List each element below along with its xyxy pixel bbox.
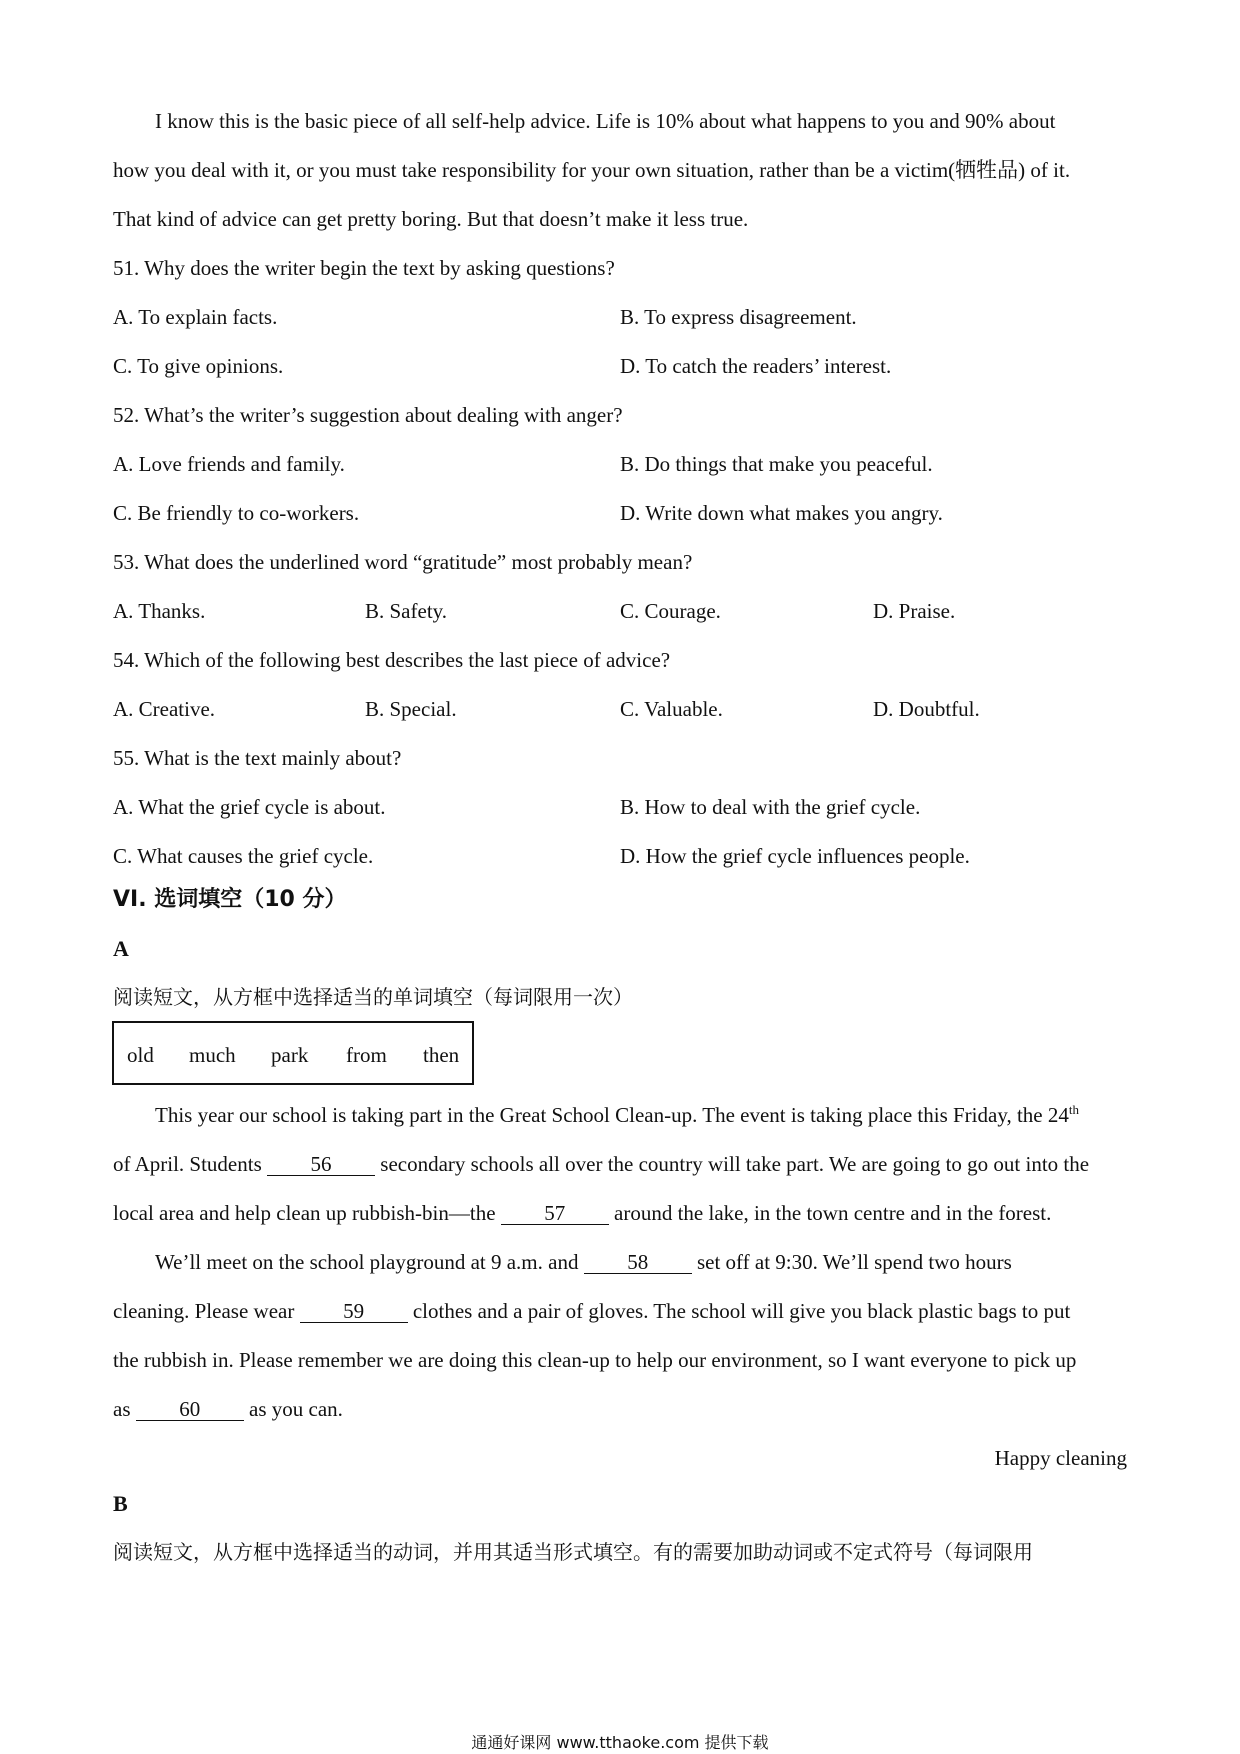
passage-a-line-3: [113, 1200, 1051, 1226]
q55-option-b: B. How to deal with the grief cycle.: [620, 795, 921, 819]
passage-a-line-6: the rubbish in. Please remember we are doing this clean-up to help our environment, so I want everyone to pick up: [113, 1348, 1077, 1372]
passage-a-line-1: [155, 1102, 1079, 1128]
q52-option-a: A. Love friends and family.: [113, 452, 345, 476]
passage-text: We’ll meet on the school playground at 9 a.m. and: [155, 1250, 579, 1274]
blank-56[interactable]: 56: [267, 1153, 375, 1176]
q52-option-c: C. Be friendly to co-workers.: [113, 501, 360, 525]
intro-line-2: how you deal with it, or you must take responsibility for your own situation, rather than be a victim(牺牲品) of it.: [113, 158, 1071, 182]
blank-59[interactable]: 59: [300, 1300, 408, 1323]
passage-text: This year our school is taking part in the Great School Clean-up. The event is taking place this Friday, the 24: [155, 1103, 1069, 1127]
question-51-stem: 51. Why does the writer begin the text by asking questions?: [113, 256, 615, 280]
passage-text: around the lake, in the town centre and in the forest.: [614, 1201, 1052, 1225]
passage-text: cleaning. Please wear: [113, 1299, 295, 1323]
question-54-stem: 54. Which of the following best describes the last piece of advice?: [113, 648, 671, 672]
question-53-stem: 53. What does the underlined word “gratitude” most probably mean?: [113, 550, 693, 574]
q54-option-a: A. Creative.: [113, 697, 216, 721]
q53-option-d: D. Praise.: [873, 599, 956, 623]
blank-60[interactable]: 60: [136, 1398, 244, 1421]
q54-option-b: B. Special.: [365, 697, 457, 721]
passage-text: clothes and a pair of gloves. The school will give you black plastic bags to put: [412, 1299, 1071, 1323]
intro-line-3: That kind of advice can get pretty boring. But that doesn’t make it less true.: [113, 207, 749, 231]
q52-option-d: D. Write down what makes you angry.: [620, 501, 943, 525]
passage-a-line-2: [113, 1151, 1089, 1177]
q51-option-d: D. To catch the readers’ interest.: [620, 354, 892, 378]
passage-text: secondary schools all over the country will take part. We are going to go out into the: [380, 1152, 1090, 1176]
passage-text: local area and help clean up rubbish-bin—the: [113, 1201, 496, 1225]
blank-58[interactable]: 58: [584, 1251, 692, 1274]
passage-a-line-5: [113, 1298, 1070, 1324]
ordinal-suffix: th: [1068, 1102, 1079, 1117]
question-55-stem: 55. What is the text mainly about?: [113, 746, 402, 770]
word-box: [112, 1021, 474, 1085]
passage-text: as: [113, 1397, 131, 1421]
word-box-item: from: [346, 1043, 387, 1067]
q55-option-d: D. How the grief cycle influences people.: [620, 844, 970, 868]
question-52-stem: 52. What’s the writer’s suggestion about dealing with anger?: [113, 403, 623, 427]
q53-option-a: A. Thanks.: [113, 599, 206, 623]
q51-option-a: A. To explain facts.: [113, 305, 278, 329]
passage-text: set off at 9:30. We’ll spend two hours: [696, 1250, 1012, 1274]
passage-a-line-7: [113, 1396, 343, 1422]
passage-text: as you can.: [249, 1397, 343, 1421]
section-6-heading: VI. 选词填空（10 分）: [113, 887, 347, 912]
blank-57[interactable]: 57: [501, 1202, 609, 1225]
part-b-instruction: 阅读短文，从方框中选择适当的动词，并用其适当形式填空。有的需要加助动词或不定式符号（每词限用: [113, 1540, 1033, 1564]
signoff: Happy cleaning: [994, 1446, 1127, 1470]
part-a-instruction: 阅读短文，从方框中选择适当的单词填空（每词限用一次）: [113, 985, 633, 1009]
word-box-item: park: [271, 1043, 309, 1067]
word-box-item: then: [423, 1043, 460, 1067]
q53-option-b: B. Safety.: [365, 599, 448, 623]
word-box-item: much: [189, 1043, 236, 1067]
q54-option-c: C. Valuable.: [620, 697, 723, 721]
q51-option-c: C. To give opinions.: [113, 354, 284, 378]
q54-option-d: D. Doubtful.: [873, 697, 980, 721]
q53-option-c: C. Courage.: [620, 599, 721, 623]
passage-a-line-4: [155, 1249, 1012, 1275]
part-a-label: A: [113, 936, 129, 961]
word-box-item: old: [127, 1043, 154, 1067]
q55-option-a: A. What the grief cycle is about.: [113, 795, 386, 819]
q51-option-b: B. To express disagreement.: [620, 305, 857, 329]
q55-option-c: C. What causes the grief cycle.: [113, 844, 374, 868]
passage-text: of April. Students: [113, 1152, 262, 1176]
q52-option-b: B. Do things that make you peaceful.: [620, 452, 933, 476]
part-b-label: B: [113, 1491, 128, 1516]
intro-line-1: I know this is the basic piece of all self-help advice. Life is 10% about what happens to you and 90% about: [155, 109, 1056, 133]
page-footer: 通通好课网 www.tthaoke.com 提供下载: [471, 1733, 769, 1752]
